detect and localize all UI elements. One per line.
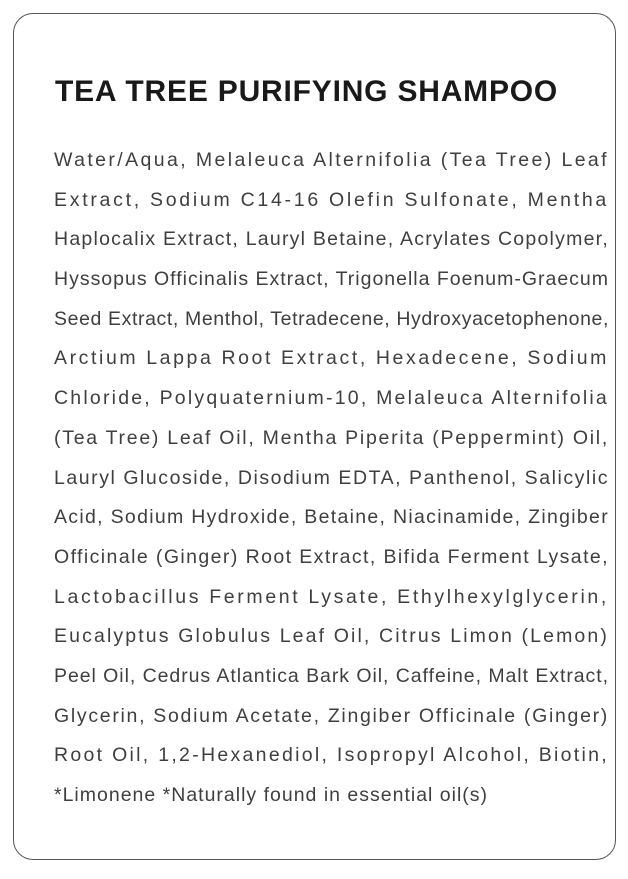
ingredients-line: Eucalyptus Globulus Leaf Oil, Citrus Limon (Lemon) xyxy=(54,625,609,648)
ingredients-line: Root Oil, 1,2-Hexanediol, Isopropyl Alcohol, Biotin, xyxy=(54,744,609,767)
product-title: TEA TREE PURIFYING SHAMPOO xyxy=(55,75,559,108)
ingredients-text xyxy=(54,141,609,816)
ingredients-line: Extract, Sodium C14-16 Olefin Sulfonate, Mentha xyxy=(54,188,609,211)
ingredients-line: Seed Extract, Menthol, Tetradecene, Hydroxyacetophenone, xyxy=(54,307,609,330)
ingredients-line: Arctium Lappa Root Extract, Hexadecene, Sodium xyxy=(54,347,609,370)
ingredients-line: Hyssopus Officinalis Extract, Trigonella Foenum-Graecum xyxy=(54,268,609,291)
ingredients-line: Lactobacillus Ferment Lysate, Ethylhexylglycerin, xyxy=(54,585,609,608)
ingredients-line: *Limonene *Naturally found in essential oil(s) xyxy=(54,784,489,806)
ingredients-line: Chloride, Polyquaternium-10, Melaleuca Alternifolia xyxy=(54,387,609,410)
ingredients-line: Officinale (Ginger) Root Extract, Bifida Ferment Lysate, xyxy=(54,545,609,568)
ingredients-line: Glycerin, Sodium Acetate, Zingiber Officinale (Ginger) xyxy=(54,704,609,727)
ingredients-line: Haplocalix Extract, Lauryl Betaine, Acrylates Copolymer, xyxy=(54,228,609,251)
ingredients-line: Lauryl Glucoside, Disodium EDTA, Panthenol, Salicylic xyxy=(54,466,609,489)
ingredients-line: Peel Oil, Cedrus Atlantica Bark Oil, Caffeine, Malt Extract, xyxy=(54,664,609,687)
ingredients-line: (Tea Tree) Leaf Oil, Mentha Piperita (Peppermint) Oil, xyxy=(54,426,609,449)
ingredients-line: Acid, Sodium Hydroxide, Betaine, Niacinamide, Zingiber xyxy=(54,506,609,529)
ingredients-line: Water/Aqua, Melaleuca Alternifolia (Tea Tree) Leaf xyxy=(54,149,609,171)
ingredient-label-card xyxy=(13,13,616,860)
